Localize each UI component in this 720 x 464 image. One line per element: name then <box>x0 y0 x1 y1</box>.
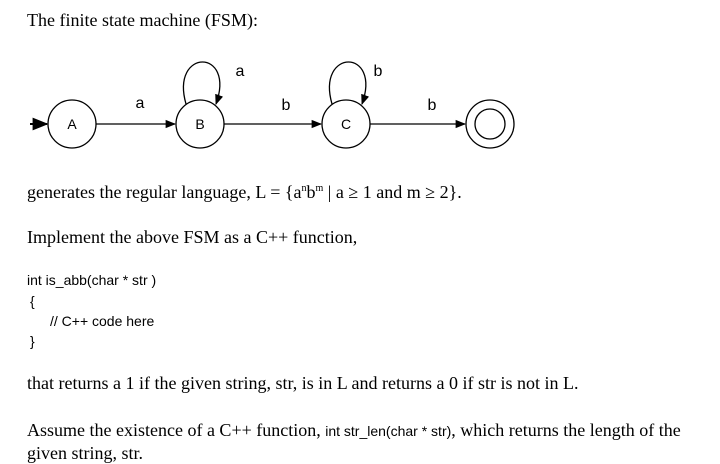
state-b-label: B <box>195 116 205 132</box>
language-suffix: | a ≥ 1 and m ≥ 2}. <box>323 182 462 202</box>
code-signature: int is_abb(char * str ) <box>27 272 157 288</box>
returns-text: that returns a 1 if the given string, str, is in L and returns a 0 if str is not in L. <box>27 373 579 393</box>
state-c-label: C <box>340 116 352 132</box>
transition-a-b-label: a <box>135 95 145 112</box>
language-sup-n: n <box>301 183 307 194</box>
language-definition <box>27 182 462 203</box>
code-comment: // C++ code here <box>50 313 155 329</box>
assume-part1: Assume the existence of a C++ function, <box>27 420 326 440</box>
state-accept <box>466 100 514 148</box>
implement-text: Implement the above FSM as a C++ function, <box>27 227 358 247</box>
assume-text <box>27 419 717 464</box>
code-open-brace: { <box>30 293 35 309</box>
language-prefix: generates the regular language, L = {a <box>27 182 302 202</box>
state-b <box>176 100 224 148</box>
language-mid: b <box>306 182 316 202</box>
loop-b <box>183 62 219 104</box>
assume-part2: , which returns the length of the given string, str. <box>27 420 681 463</box>
code-close-brace: } <box>30 333 35 349</box>
fsm-diagram <box>0 0 720 170</box>
loop-c <box>329 62 365 104</box>
state-a-label: A <box>67 116 77 132</box>
loop-b-label: a <box>235 63 245 80</box>
state-a <box>48 100 96 148</box>
state-c <box>322 100 370 148</box>
transition-c-accept-label: b <box>427 97 437 114</box>
intro-text: The finite state machine (FSM): <box>27 10 258 30</box>
transition-b-c-label: b <box>281 97 291 114</box>
loop-c-label: b <box>373 63 383 80</box>
assume-code: int str_len(char * str) <box>325 423 452 439</box>
language-sup-m: m <box>315 183 324 194</box>
